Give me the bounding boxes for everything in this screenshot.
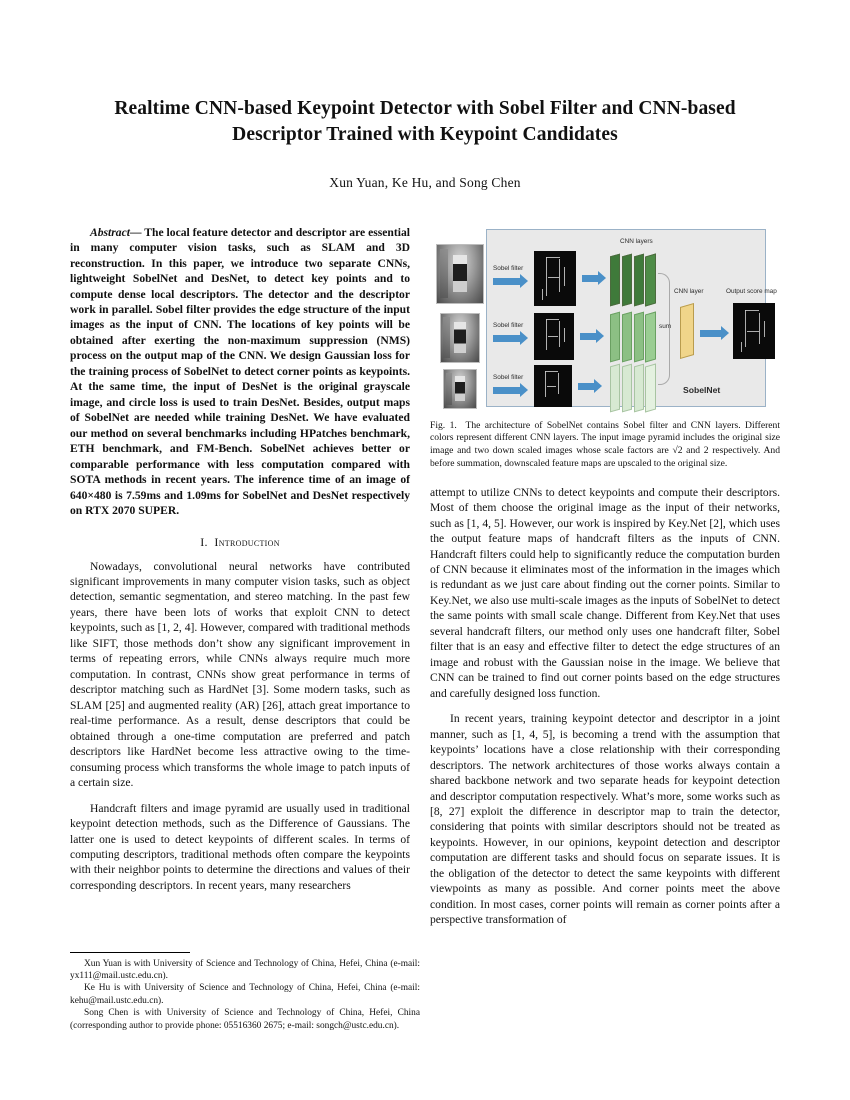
cnn-slab-mid-4: [645, 311, 656, 362]
cnn-layer-label: CNN layer: [674, 287, 704, 295]
sobel-filter-label-1: Sobel filter: [493, 264, 524, 272]
intro-paragraph-3: attempt to utilize CNNs to detect keypoints and compute their descriptors. Most of them choose the original image as the input of their networks, such as [1, 4, 5]. However, our work is inspired by Key.Net [2], which uses the output feature maps of handcraft filters as the inputs of CNN. Handcraft filters could help to significantly reduce the computation burden of CNN because it eliminates most of the information in the images which is redundant as we just care about finding out the corner points. Similar to Key.Net, we also use multi-scale images as the inputs of SobelNet to detect the same points with small scale change. Different from Key.Net that uses several handcraft filters, our method only uses one handcraft filter, Sobel filter that is an easy and effective filter to detect the edge structures of an image and robust with the Gaussian noise in the image. We believe that CNN can be trained to find out corner points based on the edge structures and carefully designed loss function.: [430, 485, 780, 700]
output-score-map-label: Output score map: [726, 287, 777, 295]
abstract-label: Abstract—: [90, 225, 142, 239]
cnn-slab-dark-1: [610, 253, 620, 306]
author-list: Xun Yuan, Ke Hu, and Song Chen: [329, 174, 521, 190]
abstract-text: The local feature detector and descriptor are essential in many computer vision tasks, such as SLAM and 3D reconstruction. In this paper, we introduce two separate CNNs, lightweight SobelNet and DesNet, to detect key points and to compute dense local descriptors. The detector and the descriptor work in parallel. Sobel filter provides the edge structure of the input images as the input of CNN. The locations of key points will be obtained after exerting the non-maximum suppression (NMS) process on the output map of the CNN. We design Gaussian loss for the training process of SobelNet to detect corner points as keypoints. At the same time, the input of DesNet is the original grayscale image, and circle loss is used to train DesNet. Besides, output maps of SobelNet are needed while training DesNet. We have evaluated our method on several benchmarks including HPatches benchmark, ETH benchmark, and FM-Bench. SobelNet achieves better or comparable performance with less computation compared with SOTA methods in recent years. The inference time of an image of 640×480 is 7.59ms and 1.09ms for SobelNet and DesNet respectively on RTX 2070 SUPER.: [70, 225, 410, 518]
cnn-slab-light-2: [622, 363, 632, 412]
right-column: [430, 225, 780, 928]
figure-canvas: [430, 225, 780, 410]
arrow-sobel-2: [493, 335, 521, 342]
arrow-sobel-1: [493, 278, 521, 285]
footnote-author-3: Song Chen is with University of Science and Technology of China, Hefei, China (corresponding author to provide phone: 05516360 2675; e-mail: songch@ustc.edu.cn).: [70, 1008, 420, 1031]
sum-label: sum: [659, 322, 672, 330]
figure-number: Fig. 1.: [430, 419, 457, 431]
footnote-divider: [70, 952, 190, 953]
figure-1: [430, 225, 780, 471]
cnn-slab-dark-4: [645, 253, 656, 306]
input-image-scale-1: [436, 244, 484, 304]
cnn-slab-yellow: [680, 303, 694, 359]
footnote-author-1: Xun Yuan is with University of Science and Technology of China, Hefei, China (e-mail: yx111@mail.ustc.edu.cn).: [70, 958, 420, 981]
intro-paragraph-4: In recent years, training keypoint detector and descriptor in a joint manner, such as [1, 4, 5], is becoming a trend with the assumption that keypoints’ locations have a close relationship with their corresponding descriptors. The network architectures of those works always contain a shared backbone network and two separate heads for keypoint detection and descriptor computation respectively. What’s more, some works such as [8, 27] exploit the difference in descriptor map to train the detector, considering that points with similar descriptors should not be treated as keypoints. However, in our opinions, keypoint detection and descriptor computation are different tasks and should focus on separate issues. It is the obligation of the detector to detect the same keypoints with different viewpoints as many as possible. And corner points meet the above condition. In most cases, corner points will remain as corner points after a perspective transformation of: [430, 712, 780, 927]
sobel-filter-label-2: Sobel filter: [493, 321, 524, 329]
arrow-to-cnn-1: [582, 275, 599, 282]
cnn-slab-light-4: [645, 363, 656, 412]
section-heading-introduction: [70, 535, 410, 550]
edge-map-3: [534, 365, 572, 407]
arrow-to-output: [700, 330, 722, 337]
footnote-author-2: Ke Hu is with University of Science and Technology of China, Hefei, China (e-mail: kehu@mail.ustc.edu.cn).: [70, 983, 420, 1006]
cnn-slab-mid-2: [622, 311, 632, 362]
sobel-filter-label-3: Sobel filter: [493, 373, 524, 381]
cnn-slab-mid-3: [634, 311, 644, 362]
sobelnet-name-label: SobelNet: [683, 384, 721, 395]
two-column-body: [70, 225, 780, 928]
abstract-paragraph: [70, 225, 410, 519]
cnn-slab-dark-3: [634, 253, 644, 306]
intro-paragraph-2: Handcraft filters and image pyramid are usually used in traditional keypoint detection methods, such as the Difference of Gaussians. The latter one is used to detect keypoints of different scales. In terms of computing descriptors, traditional methods often compare the keypoints with their neighbor points to determine the directions and values of their corresponding descriptors. In recent years, many researchers: [70, 801, 410, 892]
figure-1-graphic: [430, 225, 780, 410]
page-title: Realtime CNN-based Keypoint Detector with Sobel Filter and CNN-based Descriptor Trained with Keypoint Candidates: [114, 98, 736, 146]
cnn-slab-light-3: [634, 363, 644, 412]
output-score-map-image: [733, 303, 775, 359]
figure-1-caption: [430, 420, 780, 471]
cnn-slab-dark-2: [622, 253, 632, 306]
section-numeral: I.: [200, 534, 208, 549]
cnn-layers-label: CNN layers: [620, 237, 653, 245]
arrow-sobel-3: [493, 387, 521, 394]
arrow-to-cnn-2: [580, 333, 597, 340]
cnn-slab-light-1: [610, 363, 620, 412]
input-image-scale-2: [440, 313, 480, 363]
title-block: [70, 96, 780, 191]
left-column: [70, 225, 410, 894]
footnote-area: [70, 952, 420, 1032]
edge-map-1: [534, 251, 576, 306]
input-image-scale-3: [443, 369, 477, 409]
cnn-slab-mid-1: [610, 311, 620, 362]
intro-paragraph-1: Nowadays, convolutional neural networks have contributed significant improvements in many computer vision tasks, such as object detection, semantic segmentation, and stereo matching. In the past few years, there have been lots of works that exploit CNN to detect keypoints, such as [1, 2, 4]. However, compared with traditional methods like SIFT, those methods don’t show any significant improvement in terms of repeating errors, while CNNs always require much more computation. In contrast, CNNs show great performance in terms of descriptor matching such as HardNet [3]. Some modern tasks, such as SLAM [25] and augmented reality (AR) [26], attach great importance to real-time performance. As a result, dense descriptors that could be obtained through a one-time computation are preferred and patch descriptors like HardNet become less attractive owing to the time-consuming process which transforms the whole image to patch inputs of a certain size.: [70, 559, 410, 790]
edge-map-2: [534, 313, 574, 360]
arrow-to-cnn-3: [578, 383, 595, 390]
figure-caption-text: The architecture of SobelNet contains Sobel filter and CNN layers. Different colors represent different CNN layers. The input image pyramid includes the original size image and two down scaled images whose scale factors are √2 and 2 respectively. And before summation, downscaled feature maps are upscaled to the original size.: [430, 419, 780, 469]
section-title: Introduction: [214, 534, 280, 549]
